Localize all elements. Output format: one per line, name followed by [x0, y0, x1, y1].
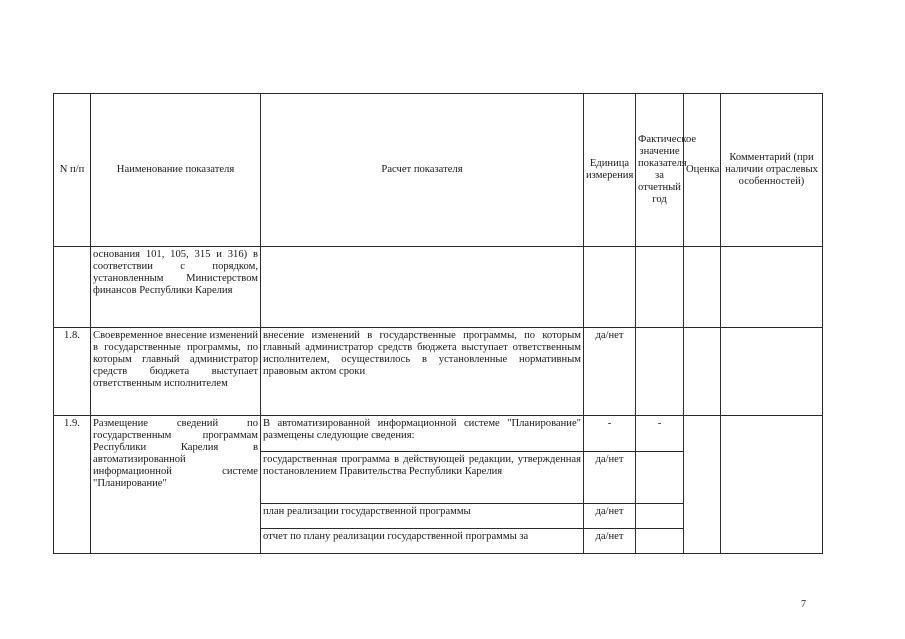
table-row: [54, 416, 823, 452]
cell-actual-value: [636, 504, 684, 529]
header-number: N п/п: [54, 94, 91, 247]
cell-unit: -: [584, 416, 636, 452]
cell-comment: [721, 328, 823, 416]
cell-actual-value: [636, 328, 684, 416]
indicators-table: [53, 93, 823, 554]
cell-number: 1.8.: [54, 328, 91, 416]
cell-indicator-name: Своевременное внесение изменений в государственные программы, по которым главный администратор средств бюджета выступает ответственным исполнителем: [91, 328, 261, 416]
cell-calculation: В автоматизированной информационной системе "Планирование" размещены следующие сведения:: [261, 416, 584, 452]
header-indicator-name: Наименование показателя: [91, 94, 261, 247]
header-unit: Единица измерения: [584, 94, 636, 247]
cell-score: [684, 247, 721, 328]
table-row: [54, 247, 823, 328]
cell-comment: [721, 416, 823, 554]
header-comment: Комментарий (при наличии отраслевых особенностей): [721, 94, 823, 247]
cell-calculation: внесение изменений в государственные программы, по которым главный администратор средств бюджета выступает ответственным исполнителем, осуществилось в установленные нормативным правовым актом сроки: [261, 328, 584, 416]
cell-number: 1.9.: [54, 416, 91, 554]
cell-score: [684, 328, 721, 416]
cell-calculation: план реализации государственной программы: [261, 504, 584, 529]
cell-indicator-name: Размещение сведений по государственным программам Республики Карелия в автоматизированной информационной системе "Планирование": [91, 416, 261, 554]
cell-score: [684, 416, 721, 554]
cell-unit: да/нет: [584, 504, 636, 529]
page-number: 7: [801, 599, 806, 610]
cell-actual-value: [636, 247, 684, 328]
cell-number: [54, 247, 91, 328]
cell-actual-value: -: [636, 416, 684, 452]
header-calculation: Расчет показателя: [261, 94, 584, 247]
cell-comment: [721, 247, 823, 328]
cell-unit: [584, 247, 636, 328]
cell-unit: да/нет: [584, 529, 636, 554]
cell-calculation: государственная программа в действующей редакции, утвержденная постановлением Правительства Республики Карелия: [261, 452, 584, 504]
cell-indicator-name: основания 101, 105, 315 и 316) в соответствии с порядком, установленным Министерством финансов Республики Карелия: [91, 247, 261, 328]
cell-calculation: [261, 247, 584, 328]
header-actual-value: Фактическое значение показателя за отчетный год: [636, 94, 684, 247]
header-score: Оценка: [684, 94, 721, 247]
cell-actual-value: [636, 452, 684, 504]
cell-calculation: отчет по плану реализации государственной программы за: [261, 529, 584, 554]
table-row: [54, 328, 823, 416]
cell-actual-value: [636, 529, 684, 554]
cell-unit: да/нет: [584, 328, 636, 416]
cell-unit: да/нет: [584, 452, 636, 504]
table-header-row: [54, 94, 823, 247]
